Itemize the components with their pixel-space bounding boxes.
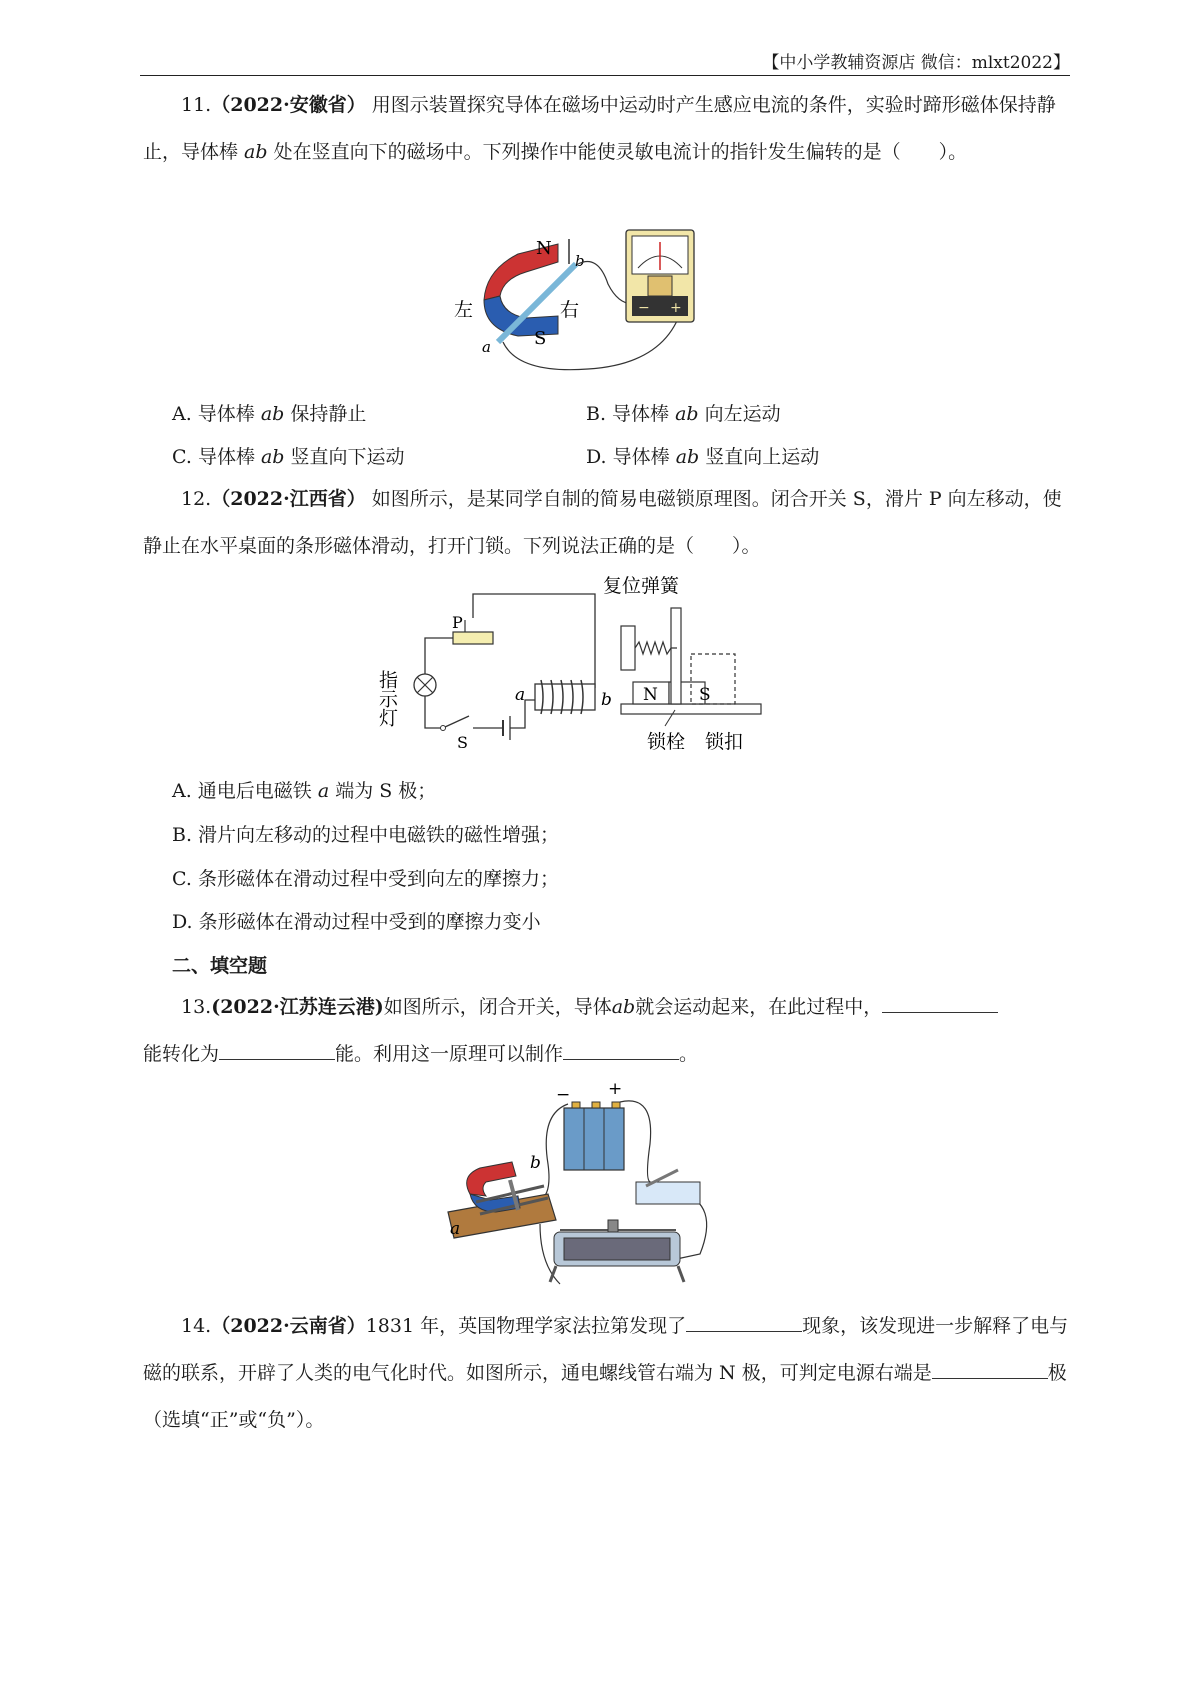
fig12-lamp-label: 指示灯 bbox=[376, 670, 398, 727]
fig12-catch-label: 锁扣 bbox=[705, 731, 744, 753]
electromagnet-core bbox=[535, 684, 595, 710]
spring-plate bbox=[621, 626, 635, 670]
magnet-red bbox=[467, 1162, 516, 1196]
question-14 bbox=[143, 1303, 1071, 1444]
wire-top bbox=[578, 262, 633, 305]
q13-text1: 如图所示，闭合开关，导体 bbox=[383, 996, 612, 1018]
q12-number: 12. bbox=[181, 488, 212, 510]
q12-option-a[interactable]: A. 通电后电磁铁 a 端为 S 极； bbox=[172, 780, 437, 802]
terminal-minus: − bbox=[638, 300, 650, 316]
terminal-plus: + bbox=[670, 300, 682, 316]
galvanometer-knob-plate bbox=[648, 276, 672, 296]
section-2-title: 二、填空题 bbox=[172, 955, 268, 977]
q12-option-c[interactable]: C. 条形磁体在滑动过程中受到向左的摩擦力； bbox=[172, 868, 559, 890]
q13-text4: 能。利用这一原理可以制作 bbox=[335, 1043, 564, 1065]
q14-text3: 极（选填“正”或“负”）。 bbox=[143, 1362, 1067, 1431]
fig12-s-label: S bbox=[457, 733, 468, 752]
fig12-bolt-label: 锁栓 bbox=[647, 731, 686, 753]
q11-option-a[interactable]: A. 导体棒 ab 保持静止 bbox=[172, 403, 367, 425]
q13-blank-3[interactable] bbox=[563, 1039, 679, 1060]
battery-terminal-3 bbox=[612, 1102, 620, 1108]
question-11 bbox=[143, 82, 1071, 176]
fig13-plus: + bbox=[608, 1079, 623, 1099]
fig13-minus: − bbox=[556, 1085, 571, 1105]
q14-blank-2[interactable] bbox=[932, 1358, 1048, 1379]
q13-text2: 就会运动起来，在此过程中， bbox=[635, 996, 883, 1018]
fig12-b-label: b bbox=[601, 690, 612, 710]
rheostat-leg-right bbox=[678, 1266, 684, 1282]
q13-figure bbox=[440, 1079, 740, 1292]
q12-text: 如图所示，是某同学自制的简易电磁锁原理图。闭合开关 S，滑片 P 向左移动，使静止在水平桌面的条形磁体滑动，打开门锁。下列说法正确的是（ ）。 bbox=[143, 488, 1062, 557]
q14-number: 14. bbox=[181, 1315, 212, 1337]
switch-pivot bbox=[441, 726, 446, 731]
q11-ab: ab bbox=[244, 141, 268, 163]
fig12-p-label: P bbox=[452, 613, 463, 632]
switch-lever bbox=[445, 716, 469, 727]
fig11-n-label: N bbox=[536, 238, 552, 259]
q11-option-d[interactable]: D. 导体棒 ab 竖直向上运动 bbox=[586, 446, 820, 468]
fig12-a-label: a bbox=[515, 685, 526, 705]
question-12 bbox=[143, 476, 1071, 570]
fig11-left-label: 左 bbox=[454, 299, 474, 321]
wire-to-lamp bbox=[425, 638, 453, 674]
fig13-b-label: b bbox=[530, 1153, 541, 1173]
fig11-s-label: S bbox=[534, 328, 547, 349]
table-surface bbox=[621, 704, 761, 714]
rheostat-leg-left bbox=[550, 1266, 556, 1282]
q12-figure bbox=[376, 570, 785, 760]
fig11-a-label: a bbox=[482, 338, 491, 356]
fig12-magnet-n: N bbox=[643, 685, 658, 705]
q11-number: 11. bbox=[181, 94, 212, 116]
rheostat-slider bbox=[608, 1220, 618, 1232]
question-13 bbox=[143, 984, 1071, 1078]
rheostat-coil bbox=[564, 1238, 670, 1260]
q14-blank-1[interactable] bbox=[686, 1311, 802, 1332]
q13-ab: ab bbox=[611, 996, 636, 1018]
header-rule bbox=[140, 75, 1070, 76]
q11-option-c[interactable]: C. 导体棒 ab 竖直向下运动 bbox=[172, 446, 405, 468]
battery-pack bbox=[564, 1108, 624, 1170]
q13-text5: 。 bbox=[679, 1043, 699, 1065]
q14-text2: 现象，该发现进一步解释了电与磁的联系，开辟了人类的电气化时代。如图所示，通电螺线管右端为 N 极，可判定电源右端是 bbox=[143, 1315, 1069, 1384]
lock-bolt bbox=[671, 608, 681, 704]
q11-source: （2022·安徽省） bbox=[211, 94, 366, 116]
q14-text1: 1831 年，英国物理学家法拉第发现了 bbox=[365, 1315, 687, 1337]
q12-option-b[interactable]: B. 滑片向左移动的过程中电磁铁的磁性增强； bbox=[172, 824, 560, 846]
q11-text2: 处在竖直向下的磁场中。下列操作中能使灵敏电流计的指针发生偏转的是（ ）。 bbox=[267, 141, 968, 163]
q12-option-d[interactable]: D. 条形磁体在滑动过程中受到的摩擦力变小 bbox=[172, 911, 541, 933]
page-header: 【中小学教辅资源店 微信：mlxt2022】 bbox=[762, 53, 1070, 73]
fig12-magnet-s: S bbox=[699, 685, 711, 705]
q11-figure bbox=[448, 224, 708, 384]
q13-source: (2022·江苏连云港) bbox=[211, 996, 384, 1018]
q12-source: （2022·江西省） bbox=[211, 488, 366, 510]
q11-text1: 用图示装置探究导体在磁场中运动时产生感应电流的条件，实验时蹄形磁体保持静止，导体棒 bbox=[143, 94, 1056, 163]
q13-blank-1[interactable] bbox=[882, 992, 998, 1013]
battery-terminal-2 bbox=[592, 1102, 600, 1108]
q11-option-b[interactable]: B. 导体棒 ab 向左运动 bbox=[586, 403, 781, 425]
fig13-a-label: a bbox=[450, 1219, 461, 1239]
q13-number: 13. bbox=[181, 996, 212, 1018]
wire-lamp-switch bbox=[425, 696, 441, 728]
q14-source: （2022·云南省） bbox=[211, 1315, 366, 1337]
rheostat bbox=[453, 632, 493, 644]
q13-text3: 能转化为 bbox=[143, 1043, 220, 1065]
fig11-right-label: 右 bbox=[560, 299, 580, 321]
knife-switch-base bbox=[636, 1182, 700, 1204]
fig11-b-label: b bbox=[575, 252, 585, 270]
q13-blank-2[interactable] bbox=[219, 1039, 335, 1060]
battery-terminal-1 bbox=[572, 1102, 580, 1108]
fig12-spring-label: 复位弹簧 bbox=[603, 575, 680, 597]
